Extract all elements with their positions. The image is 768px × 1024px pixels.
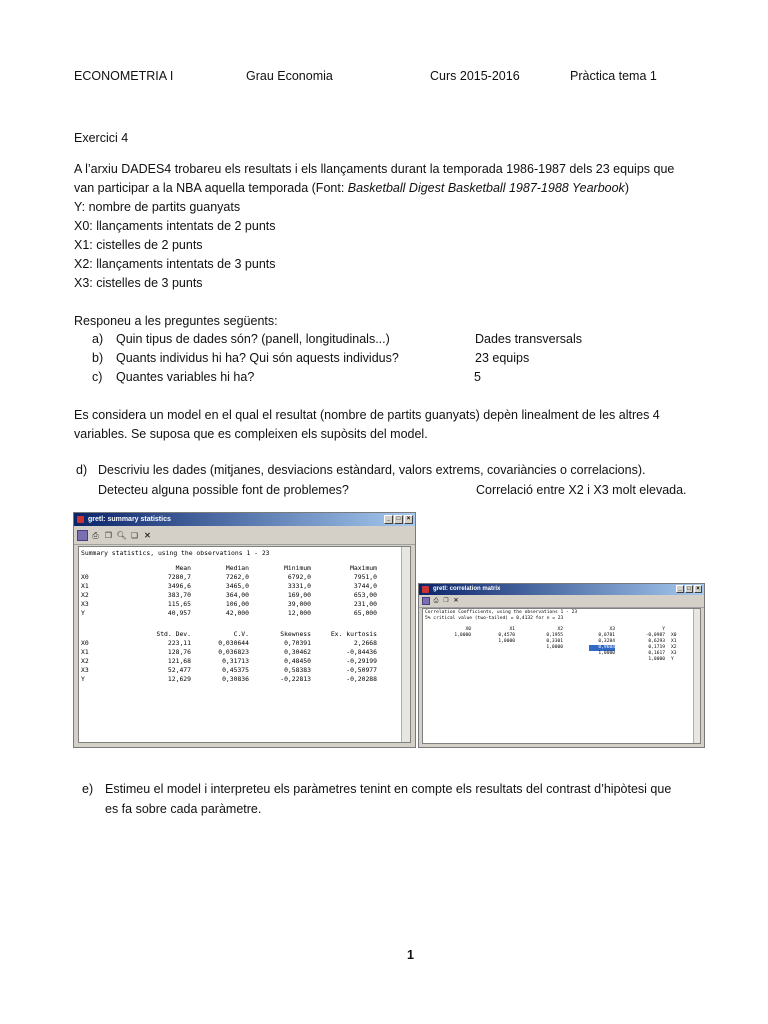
question-b-text: Quants individus hi ha? Qui són aquests individus? [116, 351, 399, 365]
close-icon[interactable]: ✕ [453, 598, 459, 604]
table-row-label: X3 [81, 666, 89, 674]
intro-line-2-text: van participar a la NBA aquella temporada (Font: [74, 181, 348, 195]
table-cell: 7280,7 [167, 573, 191, 581]
table-cell: 3496,6 [167, 582, 191, 590]
table-cell: 0,58383 [284, 666, 311, 674]
summary-table [81, 549, 401, 748]
col-maximum: Maximum [350, 564, 377, 572]
table-cell: 1,0000 [648, 657, 665, 662]
corr-col-y: Y [662, 627, 665, 632]
question-b-letter: b) [92, 351, 104, 365]
question-b-answer: 23 equips [475, 351, 530, 365]
print-icon[interactable]: ⎙ [433, 598, 439, 604]
intro-source-title: Basketball Digest Basketball 1987-1988 Yearbook [347, 181, 625, 195]
paste-icon[interactable]: ❏ [130, 530, 139, 540]
table-cell: 0,70391 [284, 639, 311, 647]
table-cell: 40,957 [167, 609, 191, 617]
table-cell: 7262,0 [225, 573, 249, 581]
part-d-letter: d) [76, 463, 88, 477]
table-cell: 1,0000 [598, 651, 615, 656]
question-c-letter: c) [92, 370, 103, 384]
table-cell: 0,1719 [648, 645, 665, 650]
table-row-label: X0 [81, 573, 89, 581]
table-row-label: X0 [671, 633, 677, 638]
summary-window-title: gretl: summary statistics [88, 516, 171, 523]
question-a-answer: Dades transversals [475, 332, 582, 346]
table-cell: 0,6293 [648, 639, 665, 644]
intro-line-2-end: ) [624, 181, 629, 195]
table-cell: 231,00 [353, 600, 377, 608]
table-cell: 121,68 [167, 657, 191, 665]
part-e-line-1: Estimeu el model i interpreteu els paràmetres tenint en compte els resultats del contrast d’hipòtesi que [105, 782, 672, 796]
close-window-button[interactable]: × [404, 515, 413, 524]
table-cell: 3744,0 [353, 582, 377, 590]
part-e-letter: e) [82, 782, 94, 796]
table-cell: 12,000 [287, 609, 311, 617]
variable-x1: X1: cistelles de 2 punts [74, 238, 203, 252]
header-year: Curs 2015-2016 [430, 69, 520, 83]
table-cell: 0,30462 [284, 648, 311, 656]
table-row-label: X1 [81, 648, 89, 656]
table-cell: 169,00 [287, 591, 311, 599]
header-degree: Grau Economia [246, 69, 333, 83]
table-cell: 42,000 [225, 609, 249, 617]
table-cell: 3331,0 [287, 582, 311, 590]
copy-icon[interactable]: ❐ [443, 598, 449, 604]
table-cell: 653,00 [353, 591, 377, 599]
maximize-button[interactable]: □ [394, 515, 403, 524]
table-row-label: X3 [671, 651, 677, 656]
table-cell: 39,000 [287, 600, 311, 608]
table-row-label: X2 [671, 645, 677, 650]
col-std-dev: Std. Dev. [156, 630, 191, 638]
col-minimum: Minimum [284, 564, 311, 572]
col-mean: Mean [175, 564, 191, 572]
gretl-app-icon [77, 516, 84, 523]
table-cell: 0,1955 [546, 633, 563, 638]
table-cell: 364,00 [225, 591, 249, 599]
table-row-label: X2 [81, 657, 89, 665]
table-cell: 12,629 [167, 675, 191, 683]
table-cell: 115,65 [167, 600, 191, 608]
corr-heading-2: 5% critical value (two-tailed) = 0,4132 for n = 23 [425, 616, 564, 621]
variable-x2: X2: llançaments intentats de 3 punts [74, 257, 276, 271]
table-cell: 1,0000 [498, 639, 515, 644]
maximize-button[interactable]: □ [685, 585, 693, 593]
table-cell: 3465,0 [225, 582, 249, 590]
model-text-line-2: variables. Se suposa que es compleixen els supòsits del model. [74, 427, 428, 441]
question-a-letter: a) [92, 332, 104, 346]
corr-heading-1: Correlation Coefficients, using the observations 1 - 23 [425, 610, 578, 615]
summary-window-titlebar[interactable] [74, 513, 415, 526]
corr-window-title: gretl: correlation matrix [433, 586, 501, 592]
variable-x0: X0: llançaments intentats de 2 punts [74, 219, 276, 233]
table-cell: 223,11 [167, 639, 191, 647]
copy-icon[interactable]: ❐ [104, 530, 113, 540]
table-cell: -0,50977 [346, 666, 377, 674]
part-d-line-2: Detecteu alguna possible font de problemes? [98, 483, 349, 497]
table-cell: -0,84436 [346, 648, 377, 656]
header-course: ECONOMETRIA I [74, 69, 174, 83]
table-cell: 0,30836 [222, 675, 249, 683]
part-d-line-1: Descriviu les dades (mitjanes, desviacions estàndard, valors extrems, covariàncies o correlacions). [98, 463, 646, 477]
part-e-line-2: es fa sobre cada paràmetre. [105, 802, 262, 816]
col-cv: C.V. [233, 630, 249, 638]
corr-toolbar [419, 595, 704, 608]
table-cell: 0,48450 [284, 657, 311, 665]
questions-intro: Responeu a les preguntes següents: [74, 314, 278, 328]
correlation-matrix-window[interactable] [418, 583, 705, 748]
table-cell: -0,29199 [346, 657, 377, 665]
summary-statistics-window[interactable] [73, 512, 416, 748]
exercise-title: Exercici 4 [74, 131, 129, 145]
table-cell: 128,76 [167, 648, 191, 656]
table-cell: 6792,0 [287, 573, 311, 581]
table-cell: 0,0781 [598, 633, 615, 638]
question-c-text: Quantes variables hi ha? [116, 370, 255, 384]
col-median: Median [225, 564, 249, 572]
table-cell: 0,030644 [218, 639, 249, 647]
correlation-table [425, 610, 695, 690]
page-number: 1 [407, 948, 414, 962]
question-a-text: Quin tipus de dades són? (panell, longitudinals...) [116, 332, 390, 346]
table-row-label: Y [81, 609, 85, 617]
col-skewness: Skewness [280, 630, 311, 638]
corr-highlighted-cell[interactable]: 0,9604 [589, 645, 615, 651]
table-cell: -0,0987 [645, 633, 665, 638]
table-cell: 0,31713 [222, 657, 249, 665]
close-window-button[interactable]: × [694, 585, 702, 593]
summary-toolbar [74, 526, 415, 545]
table-row-label: X1 [81, 582, 89, 590]
corr-window-titlebar[interactable] [419, 584, 704, 595]
variable-x3: X3: cistelles de 3 punts [74, 276, 203, 290]
table-cell: 0,4570 [498, 633, 515, 638]
table-cell: 1,0000 [546, 645, 563, 650]
table-row-label: Y [81, 675, 85, 683]
corr-text-area[interactable] [422, 608, 701, 744]
table-cell: 0,3301 [546, 639, 563, 644]
table-row-label: X1 [671, 639, 677, 644]
table-cell: 0,45375 [222, 666, 249, 674]
table-cell: 52,477 [167, 666, 191, 674]
summary-heading: Summary statistics, using the observations 1 - 23 [81, 549, 270, 557]
table-cell: 383,70 [167, 591, 191, 599]
intro-line-2 [74, 179, 629, 198]
corr-col-x0: X0 [465, 627, 471, 632]
part-d-answer: Correlació entre X2 i X3 molt elevada. [476, 483, 687, 497]
table-cell: -0,20288 [346, 675, 377, 683]
table-row-label: X2 [81, 591, 89, 599]
table-cell: 1,0000 [454, 633, 471, 638]
save-icon[interactable] [77, 530, 88, 541]
table-cell: 2,2668 [353, 639, 377, 647]
minimize-button[interactable]: _ [384, 515, 393, 524]
summary-scrollbar[interactable] [401, 547, 410, 742]
table-cell: -0,22813 [280, 675, 311, 683]
table-cell: 7951,0 [353, 573, 377, 581]
model-text-line-1: Es considera un model en el qual el resultat (nombre de partits guanyats) depèn linealment de les altres 4 [74, 408, 660, 422]
save-icon[interactable] [422, 597, 430, 605]
col-ex-kurtosis: Ex. kurtosis [330, 630, 377, 638]
variable-y: Y: nombre de partits guanyats [74, 200, 241, 214]
table-cell: 106,00 [225, 600, 249, 608]
table-row-label: Y [671, 657, 674, 662]
intro-line-1: A l’arxiu DADES4 trobareu els resultats i els llançaments durant la temporada 1986-1987 dels 23 equips que [74, 162, 675, 176]
table-cell: 0,1617 [648, 651, 665, 656]
question-c-answer: 5 [474, 370, 481, 384]
corr-col-x3: X3 [609, 627, 615, 632]
zoom-icon[interactable]: 🔍︎ [116, 530, 127, 540]
table-cell: 0,3284 [598, 639, 615, 644]
gretl-app-icon [422, 586, 429, 593]
print-icon[interactable]: ⎙ [92, 530, 99, 540]
table-cell: 0,036823 [218, 648, 249, 656]
table-row-label: X3 [81, 600, 89, 608]
summary-text-area[interactable] [78, 546, 411, 743]
corr-col-x2: X2 [557, 627, 563, 632]
table-cell: 65,000 [353, 609, 377, 617]
table-row-label: X0 [81, 639, 89, 647]
close-icon[interactable]: ✕ [144, 530, 151, 540]
header-practice: Pràctica tema 1 [570, 69, 657, 83]
minimize-button[interactable]: _ [676, 585, 684, 593]
corr-col-x1: X1 [509, 627, 515, 632]
